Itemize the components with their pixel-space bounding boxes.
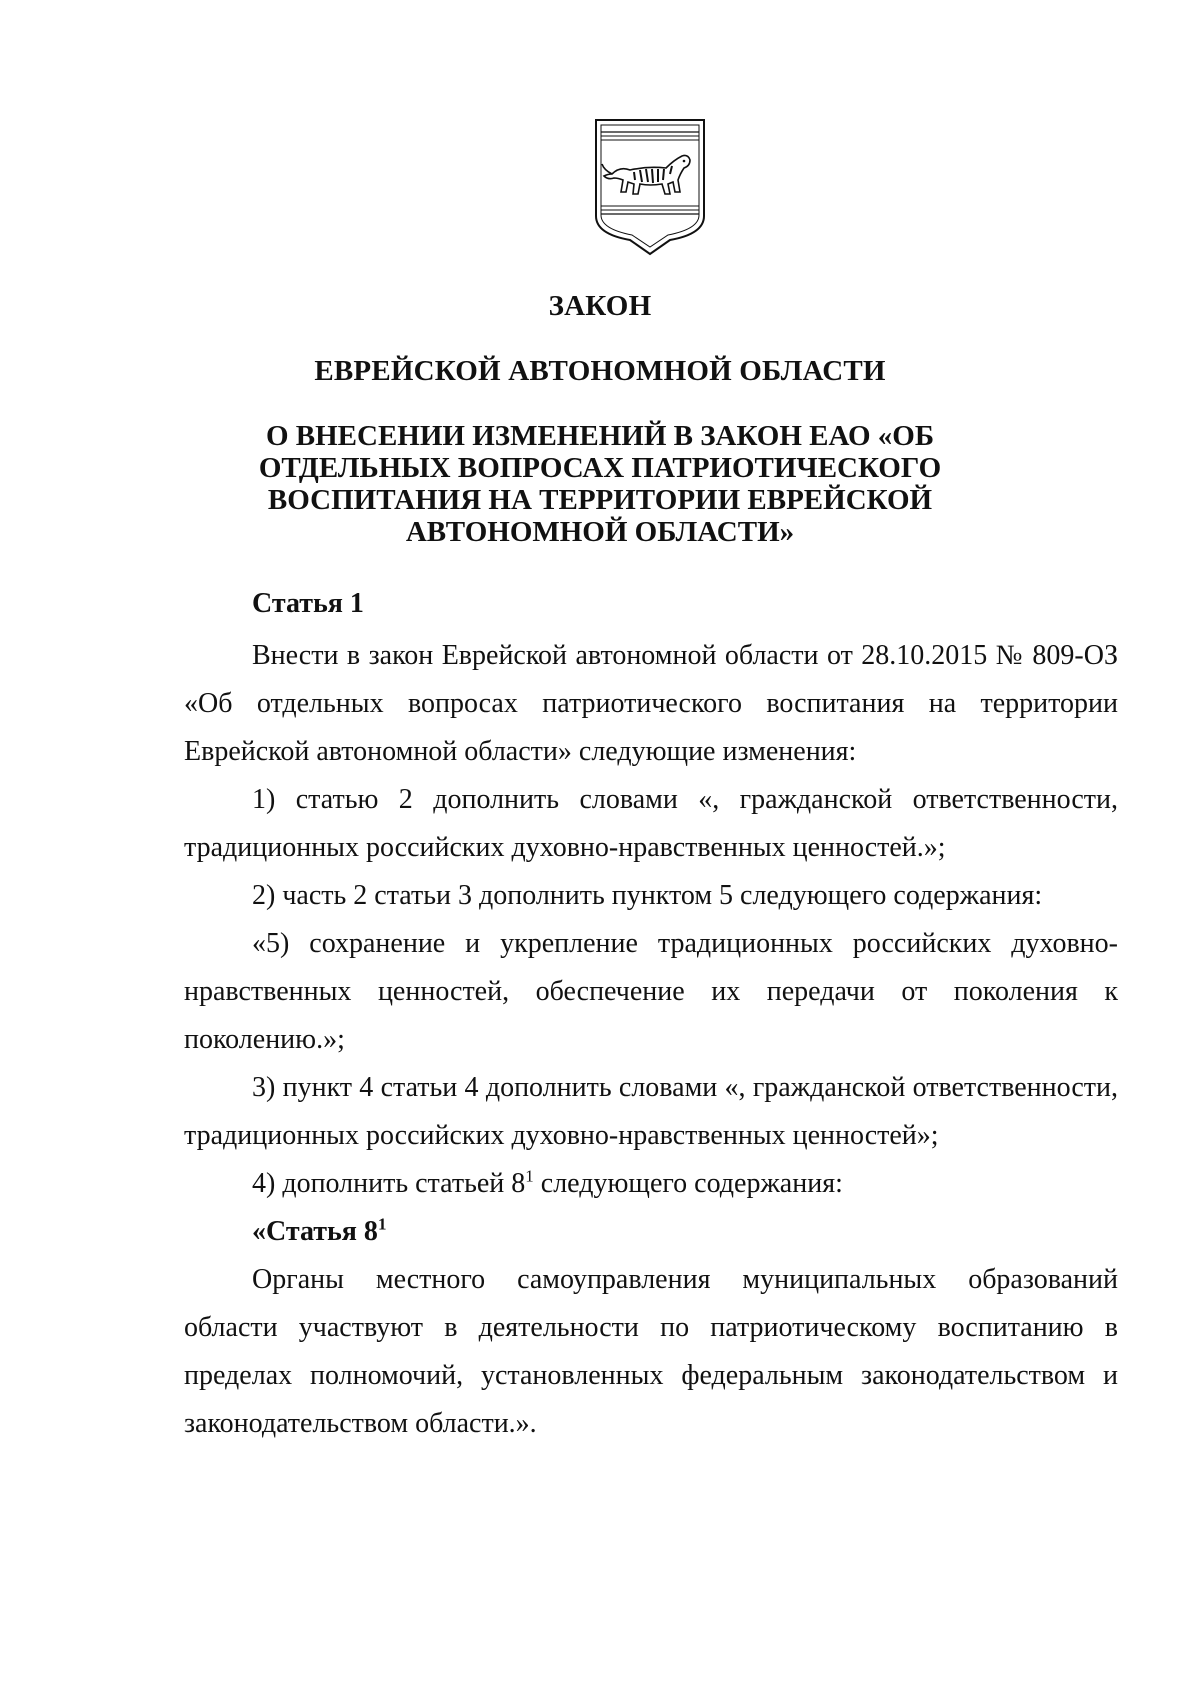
law-subject: О ВНЕСЕНИИ ИЗМЕНЕНИЙ В ЗАКОН ЕАО «ОБ ОТДЕЛЬНЫХ ВОПРОСАХ ПАТРИОТИЧЕСКОГО ВОСПИТАНИЯ НА ТЕРРИТОРИИ ЕВРЕЙСКОЙ АВТОНОМНОЙ ОБЛАСТИ» [258, 420, 942, 548]
amendment-item-4-tail: следующего содержания: [533, 1168, 843, 1199]
amendment-item-2-quote: «5) сохранение и укрепление традиционных российских духовно-нравственных ценностей, обеспечение их передачи от поколения к поколению.»; [184, 928, 1118, 1055]
superscript: 1 [525, 1166, 534, 1186]
article-heading: Статья 1 [252, 588, 364, 619]
amendment-item-3: 3) пункт 4 статьи 4 дополнить словами «, гражданской ответственности, традиционных российских духовно-нравственных ценностей»; [184, 1072, 1118, 1151]
article-intro: Внести в закон Еврейской автономной области от 28.10.2015 № 809-ОЗ «Об отдельных вопросах патриотического воспитания на территории Еврейской автономной области» следующие изменения: [184, 640, 1118, 767]
amendment-item-2: 2) часть 2 статьи 3 дополнить пунктом 5 следующего содержания: [252, 880, 1043, 911]
new-article-text: Органы местного самоуправления муниципальных образований области участвуют в деятельности по патриотическому воспитанию в пределах полномочий, установленных федеральным законодательством и законодательством области.». [184, 1264, 1118, 1439]
new-article-heading [184, 1208, 1118, 1256]
amendment-item-1: 1) статью 2 дополнить словами «, гражданской ответственности, традиционных российских духовно-нравственных ценностей.»; [184, 784, 1118, 863]
new-article-heading-text: «Статья 8 [252, 1216, 378, 1247]
region-title: ЕВРЕЙСКОЙ АВТОНОМНОЙ ОБЛАСТИ [314, 355, 886, 387]
amendment-item-4 [184, 1160, 1118, 1208]
superscript: 1 [377, 1214, 387, 1234]
amendment-item-4-text: 4) дополнить статьей 8 [252, 1168, 526, 1199]
law-title: ЗАКОН [548, 290, 652, 322]
tiger-coat-of-arms-icon [590, 116, 710, 256]
document-body [184, 580, 1118, 1448]
